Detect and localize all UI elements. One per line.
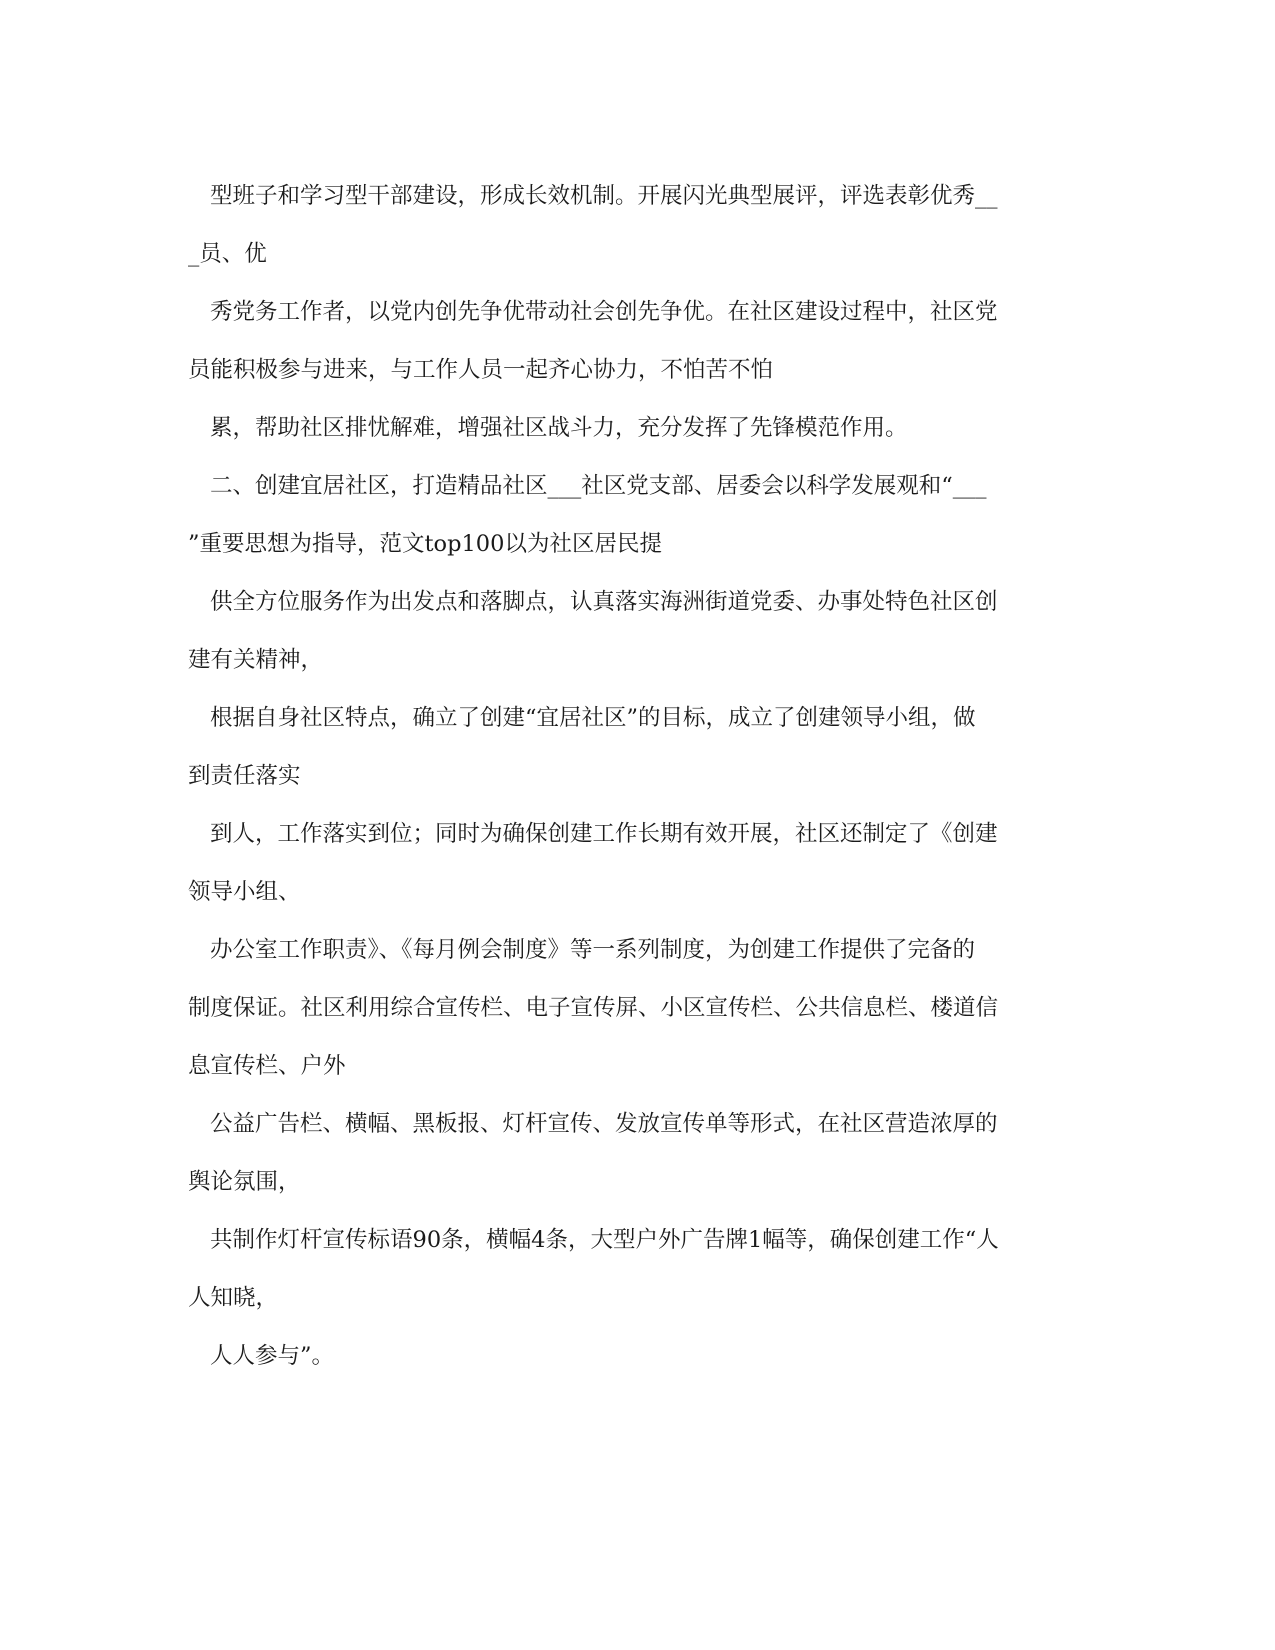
document-body: [188, 167, 1088, 1385]
text-line: _员、优: [188, 241, 267, 267]
text-line: 累，帮助社区排忧解难，增强社区战斗力，充分发挥了先锋模范作用。: [210, 415, 908, 441]
text-line: 息宣传栏、户外: [188, 1053, 346, 1079]
text-line: 领导小组、: [188, 879, 301, 905]
text-line: 到责任落实: [188, 763, 301, 789]
text-line: 办公室工作职责》、《每月例会制度》等一系列制度，为创建工作提供了完备的: [210, 937, 976, 963]
text-line: 人人参与”。: [210, 1343, 335, 1369]
text-line: 建有关精神，: [188, 647, 324, 673]
text-line: 供全方位服务作为出发点和落脚点，认真落实海洲街道党委、办事处特色社区创: [210, 589, 998, 615]
text-line: 员能积极参与进来，与工作人员一起齐心协力，不怕苦不怕: [188, 357, 774, 383]
text-line: 到人，工作落实到位；同时为确保创建工作长期有效开展，社区还制定了《创建: [210, 821, 998, 847]
text-line: 公益广告栏、横幅、黑板报、灯杆宣传、发放宣传单等形式，在社区营造浓厚的: [210, 1111, 998, 1137]
text-line: 二、创建宜居社区，打造精品社区___社区党支部、居委会以科学发展观和“___: [210, 473, 987, 499]
text-line: 秀党务工作者，以党内创先争优带动社会创先争优。在社区建设过程中，社区党: [210, 299, 998, 325]
text-line: 制度保证。社区利用综合宣传栏、电子宣传屏、小区宣传栏、公共信息栏、楼道信: [188, 995, 999, 1021]
text-line: 共制作灯杆宣传标语90条，横幅4条，大型户外广告牌1幅等，确保创建工作“人: [210, 1227, 999, 1253]
text-line: 型班子和学习型干部建设，形成长效机制。开展闪光典型展评，评选表彰优秀__: [210, 183, 998, 209]
text-line: 根据自身社区特点，确立了创建“宜居社区”的目标，成立了创建领导小组，做: [210, 705, 976, 731]
text-line: ”重要思想为指导，范文top100以为社区居民提: [188, 531, 662, 557]
text-line: 人知晓，: [188, 1285, 279, 1311]
text-line: 舆论氛围，: [188, 1169, 301, 1195]
